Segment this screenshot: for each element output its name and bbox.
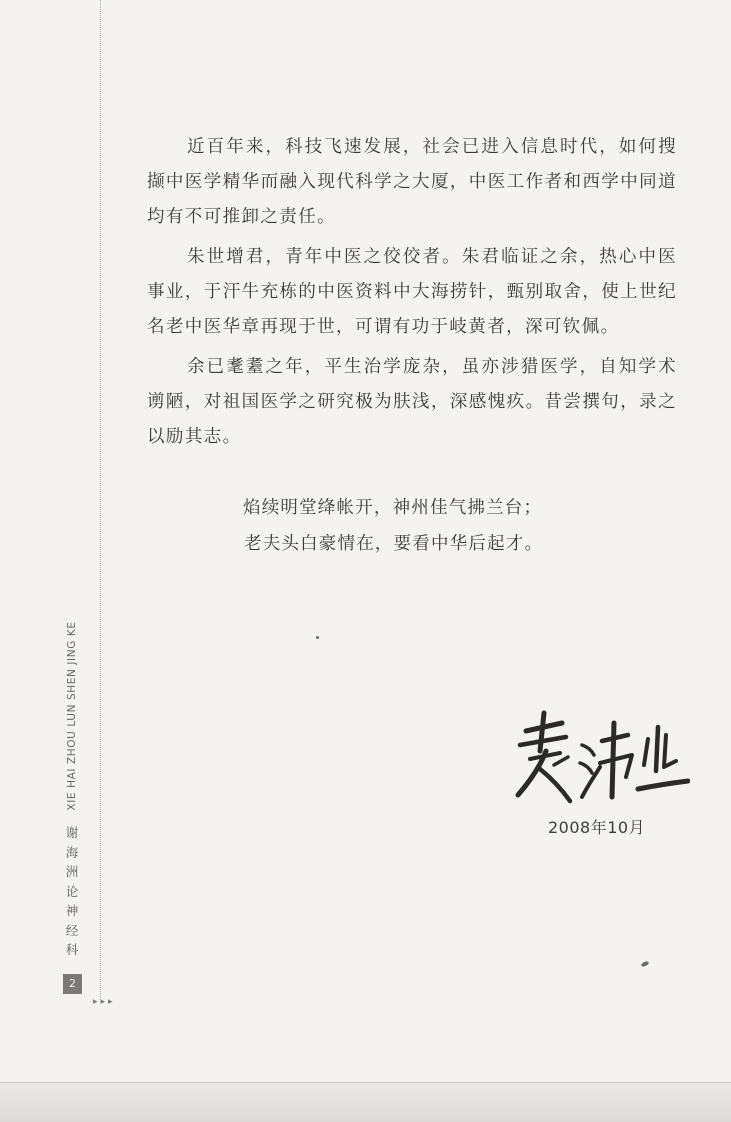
print-speck <box>316 636 319 639</box>
page-number-badge: 2 <box>63 974 82 994</box>
handwritten-signature <box>510 705 690 810</box>
paragraph-2: 朱世增君，青年中医之佼佼者。朱君临证之余，热心中医事业，于汗牛充栋的中医资料中大海捞针，甄别取舍，使上世纪名老中医华章再现于世，可谓有功于岐黄者，深可钦佩。 <box>147 247 677 337</box>
book-title-vertical: 谢海洲论神经科 <box>65 825 79 957</box>
paragraph-1: 近百年来，科技飞速发展，社会已进入信息时代，如何搜撷中医学精华而融入现代科学之大厦，中医工作者和西学中同道均有不可推卸之责任。 <box>147 137 677 227</box>
book-title-pinyin <box>63 600 81 832</box>
poem-line-1: 焰续明堂绛帐开，神州佳气拂兰台； <box>243 498 543 518</box>
book-title-pinyin-text: XIE HAI ZHOU LUN SHEN JING KE <box>66 621 78 811</box>
page-arrows-icon: ▸▸▸ <box>93 997 116 1007</box>
preface-body <box>147 130 677 460</box>
poem-line-2: 老夫头白豪情在，要看中华后起才。 <box>244 534 544 554</box>
page-bottom-edge <box>0 1082 731 1122</box>
spine-dotted-rule <box>100 0 101 1000</box>
signature-date: 2008年10月 <box>548 818 646 837</box>
poem <box>243 490 543 562</box>
print-speck <box>641 960 650 967</box>
paragraph-3: 余已耄耋之年，平生治学庞杂，虽亦涉猎医学，自知学术谫陋，对祖国医学之研究极为肤浅，深感愧疚。昔尝撰句，录之以励其志。 <box>147 357 677 447</box>
